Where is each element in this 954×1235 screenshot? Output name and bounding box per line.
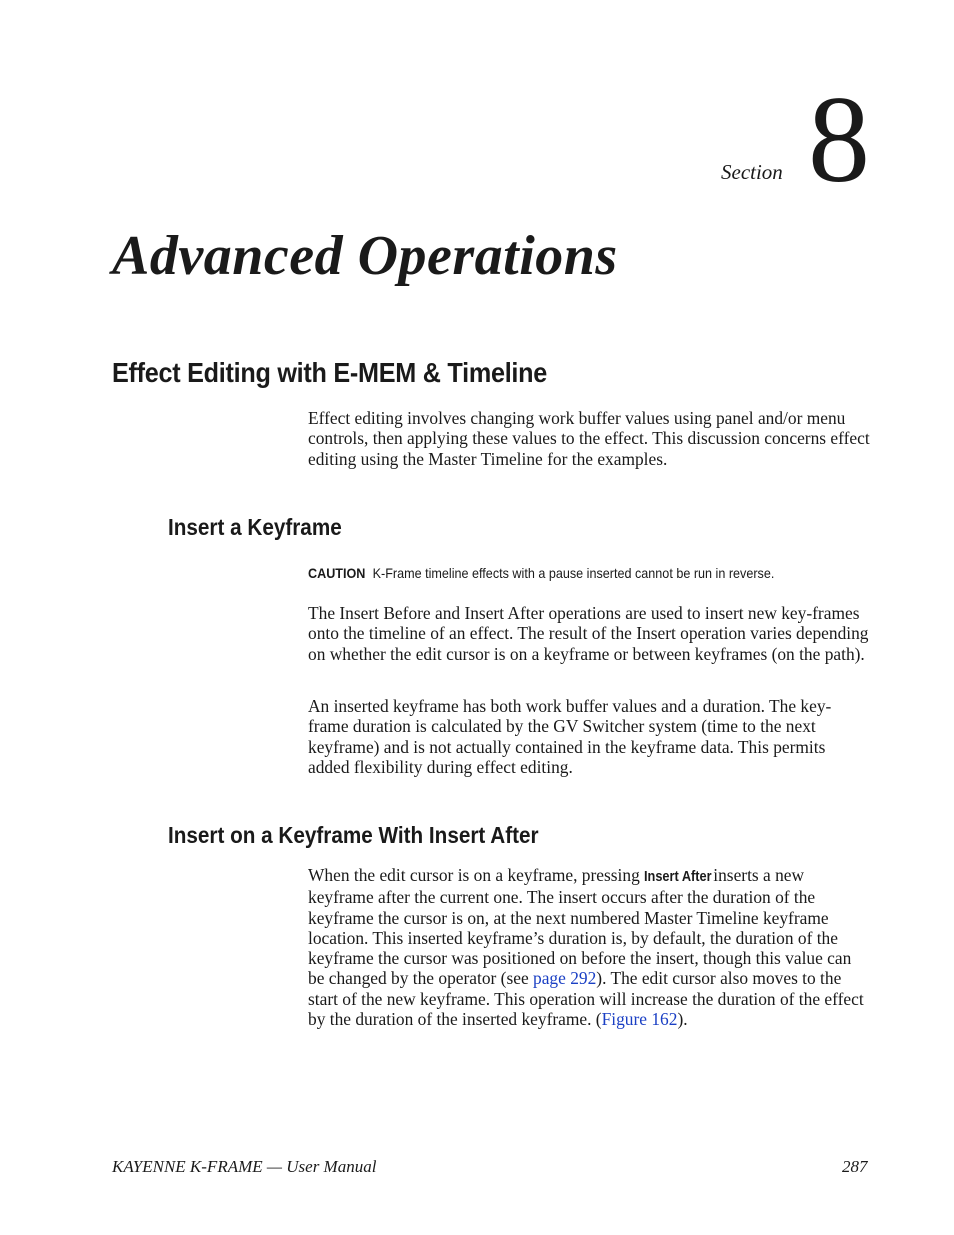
intro-paragraph: Effect editing involves changing work buffer values using panel and/or menu controls, then applying these values to the effect. This discussion concerns effect editing using the Master Timeline for the examples.: [308, 408, 870, 469]
section-label: Section: [721, 160, 783, 184]
insert-after-command: Insert After: [644, 869, 712, 885]
footer-page-number: 287: [842, 1157, 868, 1176]
insert-after-text-3: ). The edit cursor also moves to the start of the new keyframe. This operation will increase the duration of the effect by the duration of the inserted keyframe. (: [308, 968, 864, 1030]
footer-manual-title: KAYENNE K-FRAME — User Manual: [112, 1157, 377, 1176]
page-292-link[interactable]: page 292: [533, 968, 597, 989]
insert-keyframe-paragraph-1: The Insert Before and Insert After operations are used to insert new key-frames onto the timeline of an effect. The result of the Insert operation varies depending on whether the edit cursor is on a keyframe or between keyframes (on the path).: [308, 603, 869, 664]
insert-keyframe-paragraph-2: An inserted keyframe has both work buffer values and a duration. The key-frame duration is calculated by the GV Switcher system (time to the next keyframe) and is not actually contained in the keyframe data. This permits added flexibility during effect editing.: [308, 696, 832, 777]
chapter-title: Advanced Operations: [112, 225, 618, 287]
insert-after-text-2: inserts a new keyframe after the current one. The insert occurs after the duration of the keyframe the cursor is on, at the next numbered Master Timeline keyframe location. This inserted keyframe’s duration is, by default, the duration of the keyframe the cursor was positioned on before the insert, though this value can be changed by the operator (see: [308, 865, 852, 989]
heading-insert-keyframe: Insert a Keyframe: [168, 514, 342, 540]
caution-text: K-Frame timeline effects with a pause inserted cannot be run in reverse.: [372, 565, 775, 581]
insert-after-paragraph: [308, 865, 870, 1029]
section-number: 8: [808, 71, 870, 208]
insert-after-text-4: ).: [677, 1009, 688, 1030]
caution-label: CAUTION: [308, 565, 366, 581]
section-heading-effect-editing: Effect Editing with E-MEM & Timeline: [112, 357, 548, 388]
figure-162-link[interactable]: Figure 162: [601, 1009, 678, 1030]
caution-note: [308, 565, 812, 581]
heading-insert-after: Insert on a Keyframe With Insert After: [168, 822, 539, 848]
insert-after-text-1: When the edit cursor is on a keyframe, pressing: [308, 865, 645, 885]
